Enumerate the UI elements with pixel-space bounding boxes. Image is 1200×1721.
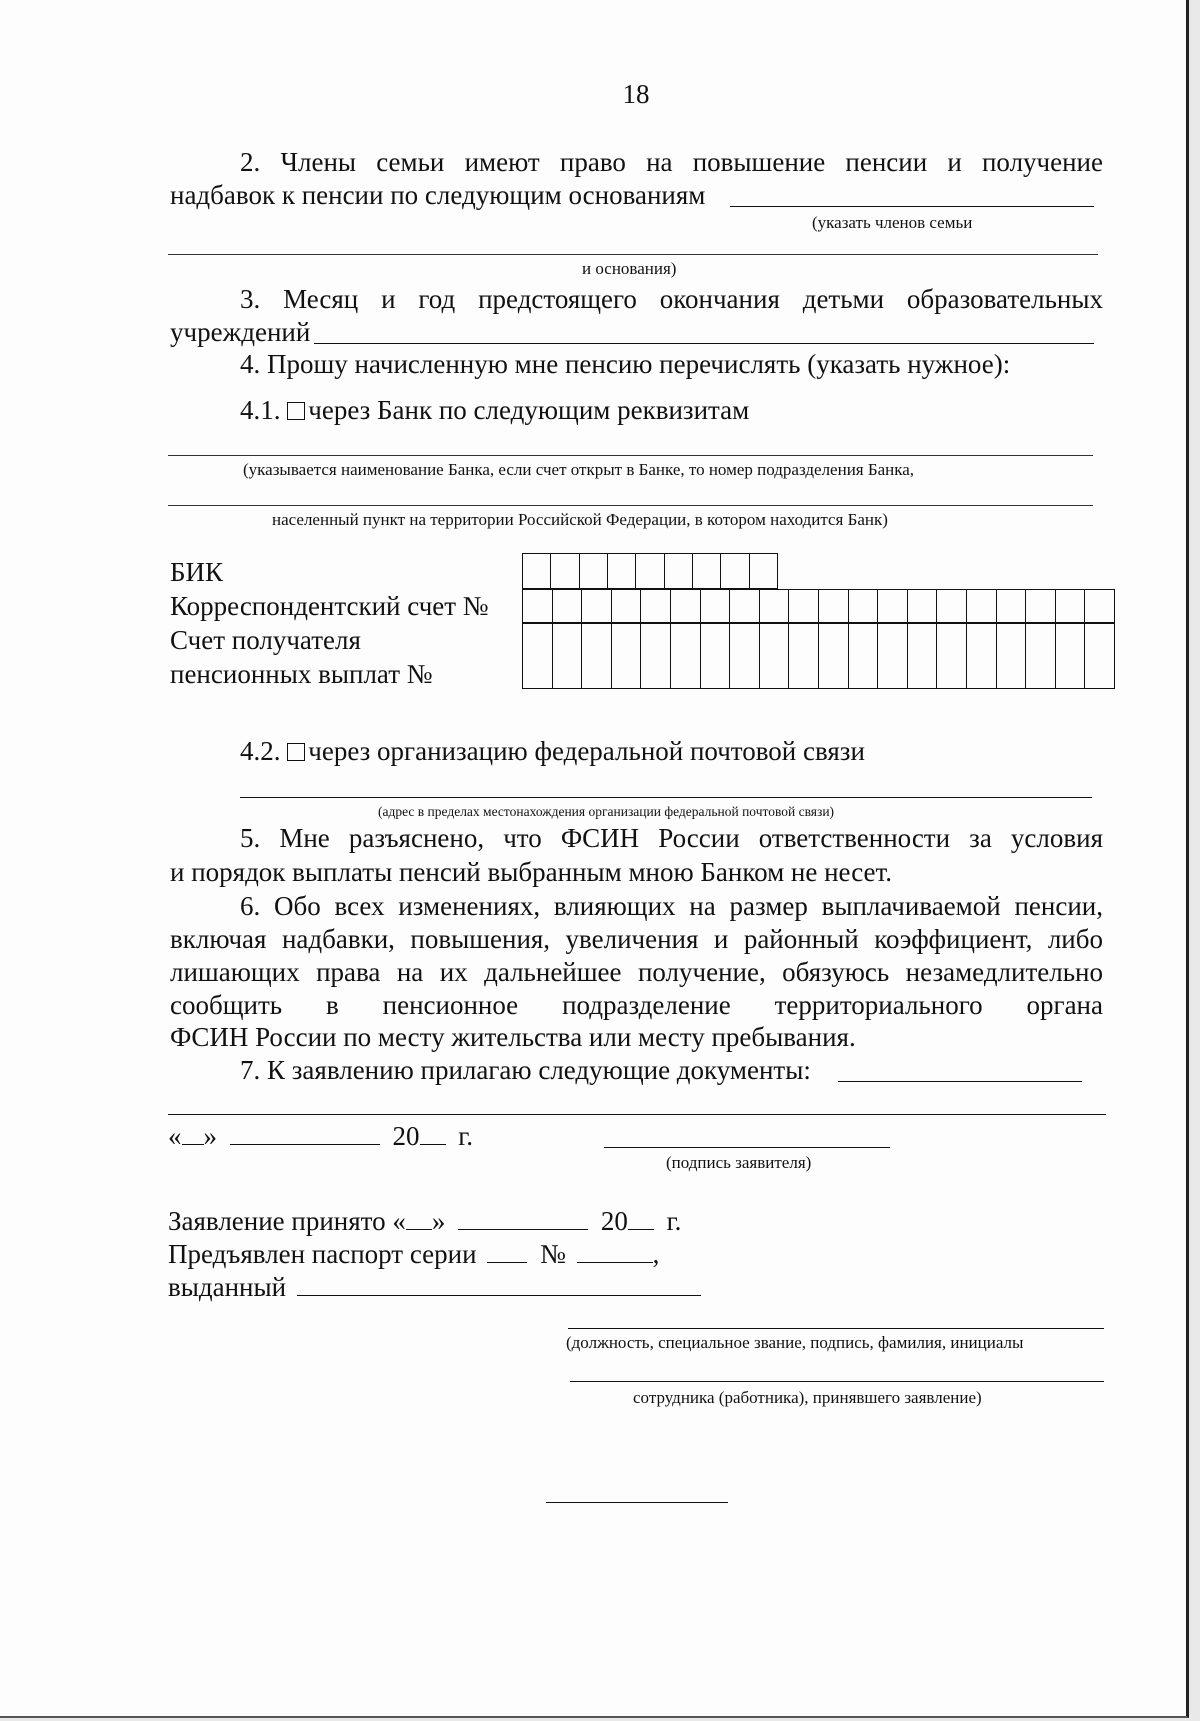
account-label-2: пенсионных выплат № (170, 659, 433, 689)
item3-blank[interactable] (314, 343, 1094, 344)
accepted-quote-close: » (431, 1206, 446, 1236)
official-signature-line-1[interactable] (568, 1328, 1104, 1329)
bik-cell[interactable] (749, 554, 777, 589)
corr-cell[interactable] (996, 590, 1026, 623)
accepted-month-blank[interactable] (458, 1207, 588, 1230)
accepted-quote-open: « (392, 1206, 406, 1236)
corr-cell[interactable] (670, 590, 700, 623)
account-cell[interactable] (759, 624, 789, 689)
day-blank[interactable] (182, 1122, 204, 1145)
official-signature-line-2[interactable] (570, 1381, 1104, 1382)
corr-cell[interactable] (611, 590, 641, 623)
corr-account-label: Корреспондентский счет № (170, 591, 489, 621)
post-checkbox[interactable] (287, 743, 305, 761)
item4-option2 (240, 735, 865, 767)
bik-label: БИК (170, 557, 224, 587)
bik-cell[interactable] (579, 554, 607, 589)
accepted-year-suffix: г. (666, 1206, 682, 1236)
passport-number-blank[interactable] (577, 1240, 653, 1263)
account-cell[interactable] (1055, 624, 1085, 689)
official-caption-1: (должность, специальное звание, подпись, фамилия, инициалы (566, 1333, 1024, 1352)
official-caption-2: сотрудника (работника), принявшего заявление) (633, 1388, 982, 1407)
applicant-signature-line[interactable] (604, 1147, 890, 1148)
account-cell[interactable] (552, 624, 582, 689)
item2-blank-2[interactable] (168, 254, 1098, 255)
signature-caption: (подпись заявителя) (666, 1153, 812, 1172)
bank-checkbox[interactable] (287, 402, 305, 420)
corr-cell[interactable] (818, 590, 848, 623)
post-caption: (адрес в пределах местонахождения организации федеральной почтовой связи) (378, 804, 835, 819)
application-date (168, 1120, 473, 1152)
bank-location-blank[interactable] (168, 505, 1093, 506)
item5-line2: и порядок выплаты пенсий выбранным мною Банком не несет. (170, 857, 893, 887)
item2-line2: надбавок к пенсии по следующим основаниям (170, 180, 706, 210)
account-cell[interactable] (789, 624, 819, 689)
item6-line3: лишающих права на их дальнейшее получение, обязуюсь незамедлительно (170, 957, 1103, 987)
item4-option1 (240, 394, 749, 426)
account-cell[interactable] (611, 624, 641, 689)
corr-cell[interactable] (878, 590, 908, 623)
month-blank[interactable] (230, 1122, 380, 1145)
account-cell[interactable] (966, 624, 996, 689)
corr-cell[interactable] (937, 590, 967, 623)
account-cell[interactable] (670, 624, 700, 689)
passport-line (168, 1238, 659, 1270)
corr-cell[interactable] (1085, 590, 1115, 623)
bank-caption-2: населенный пункт на территории Российской Федерации, в котором находится Банк) (272, 510, 888, 529)
item6-line1: 6. Обо всех изменениях, влияющих на размер выплачиваемой пенсии, (240, 891, 1103, 921)
page-number: 18 (622, 79, 650, 109)
item6-line5: ФСИН России по месту жительства или месту пребывания. (170, 1022, 856, 1052)
item7-line1: 7. К заявлению прилагаю следующие документы: (240, 1055, 811, 1085)
bik-cell[interactable] (523, 554, 551, 589)
corr-cell[interactable] (730, 590, 760, 623)
item3-line1: 3. Месяц и год предстоящего окончания детьми образовательных (240, 284, 1103, 314)
option2-label: через организацию федеральной почтовой связи (308, 736, 865, 766)
account-cell[interactable] (1026, 624, 1056, 689)
account-cell[interactable] (523, 624, 553, 689)
item2-caption-right: (указать членов семьи (812, 213, 973, 232)
account-cell[interactable] (641, 624, 671, 689)
item7-blank-1[interactable] (838, 1081, 1082, 1082)
item2-blank-1[interactable] (730, 206, 1094, 207)
account-cell[interactable] (907, 624, 937, 689)
account-label-1: Счет получателя (170, 625, 361, 655)
issued-label: выданный (168, 1272, 287, 1302)
corr-cell[interactable] (582, 590, 612, 623)
account-cell[interactable] (582, 624, 612, 689)
accepted-label: Заявление принято (168, 1206, 386, 1236)
quote-open: « (168, 1121, 182, 1151)
bik-cell[interactable] (607, 554, 635, 589)
account-cell[interactable] (700, 624, 730, 689)
accepted-day-blank[interactable] (406, 1207, 432, 1230)
corr-cell[interactable] (907, 590, 937, 623)
year-suffix: г. (458, 1121, 474, 1151)
option2-number: 4.2. (240, 736, 281, 766)
account-cell[interactable] (848, 624, 878, 689)
bank-caption-1: (указывается наименование Банка, если счет открыт в Банке, то номер подразделения Банка, (243, 460, 915, 479)
passport-label: Предъявлен паспорт серии (168, 1239, 477, 1269)
issued-by-blank[interactable] (297, 1273, 701, 1296)
account-cell[interactable] (996, 624, 1026, 689)
issued-line (168, 1271, 701, 1303)
end-separator (546, 1502, 728, 1503)
quote-close: » (203, 1121, 217, 1151)
bik-cell[interactable] (636, 554, 664, 589)
item2-line1: 2. Члены семьи имеют право на повышение пенсии и получение (240, 147, 1103, 177)
corr-cell[interactable] (1055, 590, 1085, 623)
account-cell[interactable] (1085, 624, 1115, 689)
passport-number-sign: № (540, 1239, 566, 1269)
corr-cell[interactable] (523, 590, 553, 623)
corr-cell[interactable] (848, 590, 878, 623)
corr-cell[interactable] (966, 590, 996, 623)
corr-account-grid (522, 589, 1115, 623)
passport-comma: , (652, 1239, 660, 1269)
account-cell[interactable] (878, 624, 908, 689)
passport-series-blank[interactable] (487, 1240, 527, 1263)
option1-label: через Банк по следующим реквизитам (308, 395, 750, 425)
accepted-year-blank[interactable] (628, 1207, 654, 1230)
bik-grid (522, 553, 778, 589)
corr-cell[interactable] (789, 590, 819, 623)
item6-line2: включая надбавки, повышения, увеличения и районный коэффициент, либо (170, 924, 1103, 954)
bik-cell[interactable] (692, 554, 720, 589)
year-blank[interactable] (420, 1122, 446, 1145)
option1-number: 4.1. (240, 395, 281, 425)
item5-line1: 5. Мне разъяснено, что ФСИН России ответственности за условия (240, 823, 1103, 853)
corr-cell[interactable] (1026, 590, 1056, 623)
corr-cell[interactable] (552, 590, 582, 623)
item4-intro: 4. Прошу начисленную мне пенсию перечислять (указать нужное): (240, 349, 1011, 379)
year-prefix: 20 (392, 1121, 420, 1151)
accepted-year-prefix: 20 (600, 1206, 628, 1236)
corr-cell[interactable] (759, 590, 789, 623)
accepted-line (168, 1205, 681, 1237)
post-address-blank[interactable] (240, 797, 1092, 798)
item3-line2: учреждений (170, 317, 311, 347)
bik-cell[interactable] (721, 554, 749, 589)
recipient-account-grid (522, 623, 1115, 689)
item6-line4: сообщить в пенсионное подразделение территориального органа (170, 990, 1103, 1020)
bik-cell[interactable] (551, 554, 579, 589)
bik-cell[interactable] (664, 554, 692, 589)
item7-blank-2[interactable] (168, 1114, 1106, 1115)
account-cell[interactable] (730, 624, 760, 689)
corr-cell[interactable] (641, 590, 671, 623)
corr-cell[interactable] (700, 590, 730, 623)
item2-caption-center: и основания) (582, 259, 677, 278)
account-cell[interactable] (818, 624, 848, 689)
bank-name-blank[interactable] (168, 455, 1093, 456)
account-cell[interactable] (937, 624, 967, 689)
